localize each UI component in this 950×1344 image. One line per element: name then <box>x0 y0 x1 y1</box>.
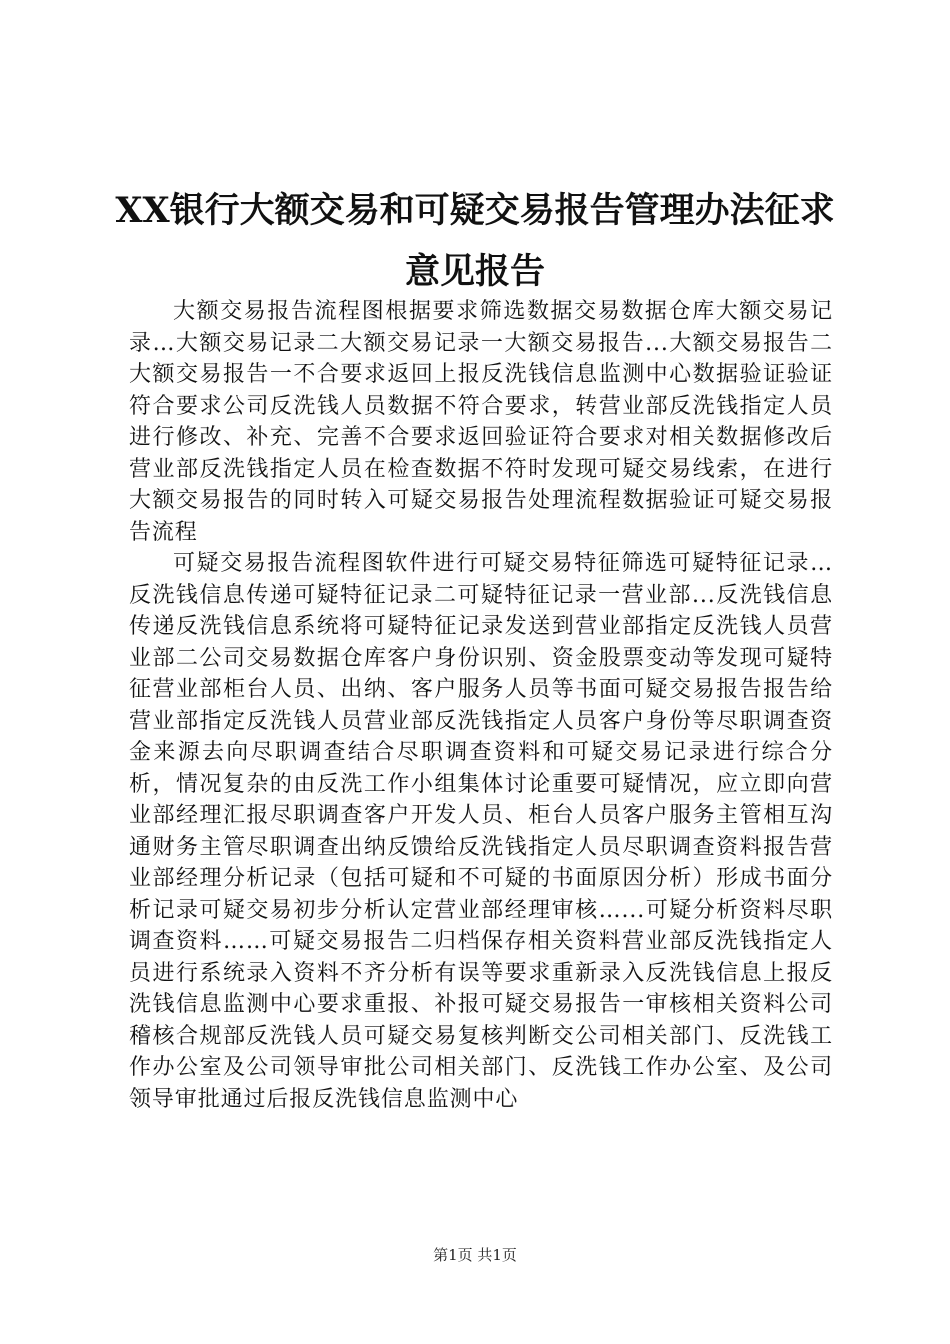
page-footer: 第1页 共1页 <box>433 1246 517 1264</box>
paragraph-suspicious-transaction-flow: 可疑交易报告流程图软件进行可疑交易特征筛选可疑特征记录…反洗钱信息传递可疑特征记录二可疑特征记录一营业部...反洗钱信息传递反洗钱信息系统将可疑特征记录发送到营业部指定反洗钱人员营业部二公司交易数据仓库客户身份识别、资金股票变动等发现可疑特征营业部柜台人员、出纳、客户服务人员等书面可疑交易报告报告给营业部指定反洗钱人员营业部反洗钱指定人员客户身份等尽职调查资金来源去向尽职调查结合尽职调查资料和可疑交易记录进行综合分析，情况复杂的由反洗工作小组集体讨论重要可疑情况，应立即向营业部经理汇报尽职调查客户开发人员、柜台人员客户服务主管相互沟通财务主管尽职调查出纳反馈给反洗钱指定人员尽职调查资料报告营业部经理分析记录（包括可疑和不可疑的书面原因分析）形成书面分析记录可疑交易初步分析认定营业部经理审核…...可疑分析资料尽职调查资料……可疑交易报告二归档保存相关资料营业部反洗钱指定人员进行系统录入资料不齐分析有误等要求重新录入反洗钱信息上报反洗钱信息监测中心要求重报、补报可疑交易报告一审核相关资料公司稽核合规部反洗钱人员可疑交易复核判断交公司相关部门、反洗钱工作办公室及公司领导审批公司相关部门、反洗钱工作办公室、及公司领导审批通过后报反洗钱信息监测中心 <box>129 551 833 1112</box>
paragraph-large-transaction-flow: 大额交易报告流程图根据要求筛选数据交易数据仓库大额交易记录…大额交易记录二大额交易记录一大额交易报告...大额交易报告二大额交易报告一不合要求返回上报反洗钱信息监测中心数据验证验证符合要求公司反洗钱人员数据不符合要求，转营业部反洗钱指定人员进行修改、补充、完善不合要求返回验证符合要求对相关数据修改后营业部反洗钱指定人员在检查数据不符时发现可疑交易线索，在进行大额交易报告的同时转入可疑交易报告处理流程数据验证可疑交易报告流程 <box>129 299 833 545</box>
document-body <box>129 296 833 1115</box>
document-title: XX银行大额交易和可疑交易报告管理办法征求意见报告 <box>115 190 835 292</box>
